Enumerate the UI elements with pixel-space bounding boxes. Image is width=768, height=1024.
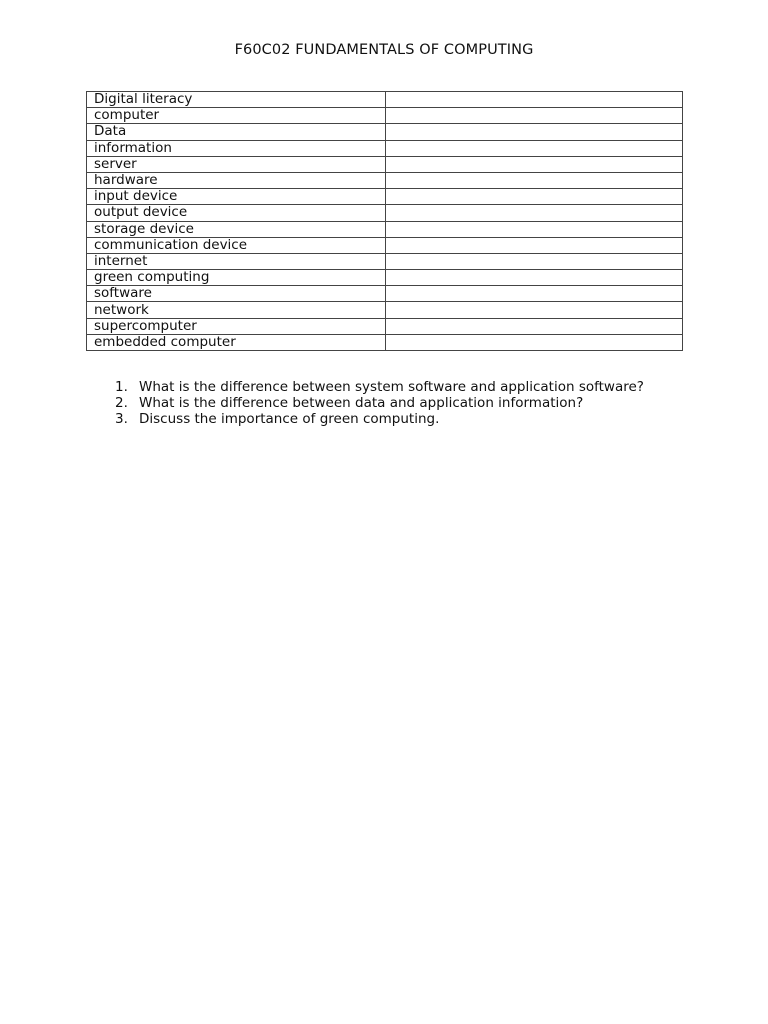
question-text: Discuss the importance of green computing. [139, 411, 440, 428]
definition-cell [386, 253, 683, 269]
definition-cell [386, 108, 683, 124]
definition-cell [386, 302, 683, 318]
term-cell: embedded computer [87, 334, 386, 350]
table-row [87, 172, 683, 188]
definition-cell [386, 92, 683, 108]
definition-cell [386, 140, 683, 156]
list-item [115, 411, 644, 427]
table-row [87, 334, 683, 350]
question-number: 2. [115, 395, 128, 412]
term-cell: communication device [87, 237, 386, 253]
definition-cell [386, 124, 683, 140]
term-cell: output device [87, 205, 386, 221]
list-item [115, 395, 644, 411]
page-title: F60C02 FUNDAMENTALS OF COMPUTING [234, 42, 534, 58]
table-row [87, 189, 683, 205]
table-row [87, 318, 683, 334]
term-cell: information [87, 140, 386, 156]
table-row [87, 302, 683, 318]
term-cell: server [87, 156, 386, 172]
definition-cell [386, 221, 683, 237]
definition-cell [386, 286, 683, 302]
definition-cell [386, 205, 683, 221]
definition-cell [386, 172, 683, 188]
definition-cell [386, 156, 683, 172]
question-list [115, 379, 644, 428]
term-cell: internet [87, 253, 386, 269]
definition-cell [386, 237, 683, 253]
table-row [87, 140, 683, 156]
table-row [87, 92, 683, 108]
term-cell: network [87, 302, 386, 318]
question-number: 3. [115, 411, 128, 428]
term-cell: software [87, 286, 386, 302]
definition-cell [386, 318, 683, 334]
table-row [87, 221, 683, 237]
table-row [87, 205, 683, 221]
term-cell: Digital literacy [87, 92, 386, 108]
table-row [87, 156, 683, 172]
term-cell: Data [87, 124, 386, 140]
term-cell: computer [87, 108, 386, 124]
question-text: What is the difference between data and application information? [139, 395, 584, 412]
term-cell: hardware [87, 172, 386, 188]
table-row [87, 286, 683, 302]
definition-cell [386, 270, 683, 286]
table-row [87, 237, 683, 253]
question-text: What is the difference between system software and application software? [139, 379, 644, 395]
term-cell: supercomputer [87, 318, 386, 334]
table-row [87, 108, 683, 124]
table-row [87, 270, 683, 286]
term-cell: input device [87, 189, 386, 205]
glossary-table [86, 91, 683, 351]
glossary-table-body [87, 92, 683, 351]
list-item [115, 379, 644, 395]
table-row [87, 124, 683, 140]
table-row [87, 253, 683, 269]
definition-cell [386, 334, 683, 350]
term-cell: green computing [87, 270, 386, 286]
question-number: 1. [115, 379, 128, 395]
definition-cell [386, 189, 683, 205]
term-cell: storage device [87, 221, 386, 237]
